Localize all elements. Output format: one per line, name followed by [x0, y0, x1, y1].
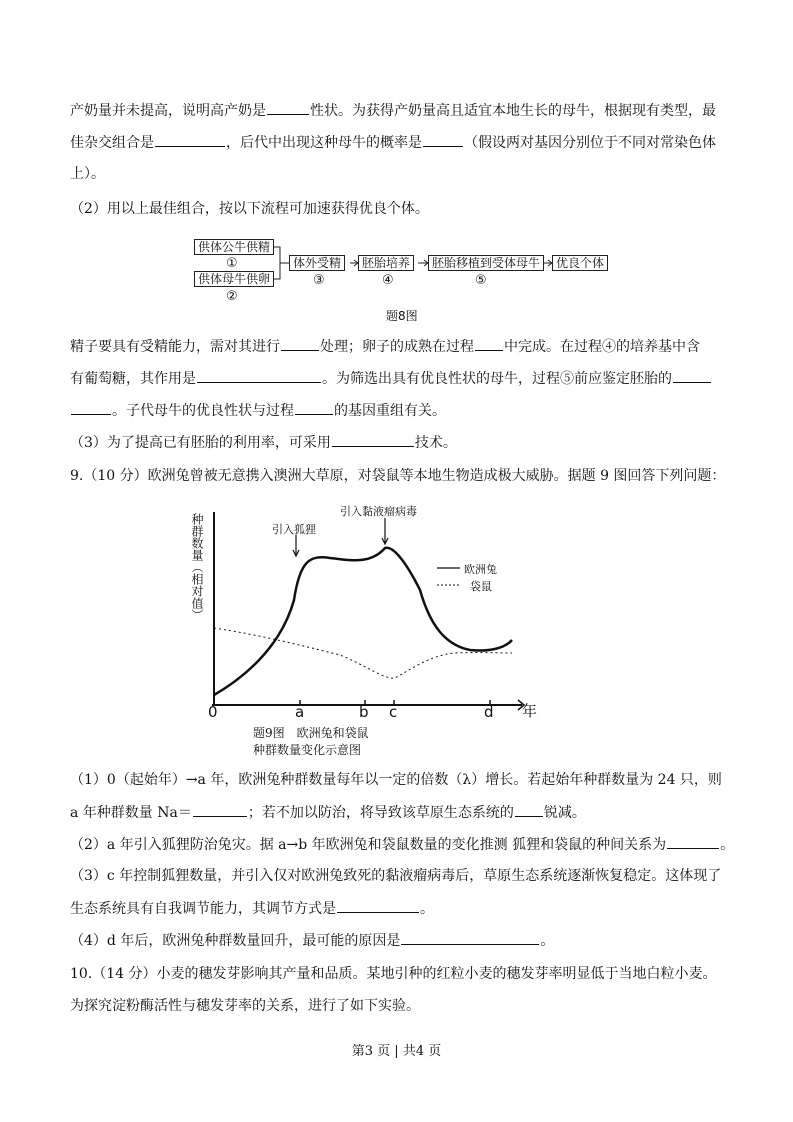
- y-axis-label: 种群数量（相对值）: [190, 513, 204, 621]
- q9-s1-line2: [70, 802, 586, 823]
- flow-num-3: ③: [313, 273, 325, 288]
- text: 佳杂交组合是: [70, 135, 154, 151]
- page-footer: 第3 页 | 共4 页: [351, 1044, 442, 1059]
- text: （2）a 年引入狐狸防治兔灾。据 a→b 年欧洲兔和袋鼠数量的变化推测 狐狸和袋鼠的种间关系为: [70, 837, 667, 853]
- text: （3）为了提高已有胚胎的利用率，可采用: [70, 435, 331, 451]
- q8-para-2: [70, 368, 712, 389]
- blank[interactable]: [332, 432, 414, 447]
- text: （假设两对基因分别位于不同对常染色体: [464, 135, 716, 151]
- text: 精子要具有受精能力，需对其进行: [70, 339, 280, 355]
- flow-num-4: ④: [382, 273, 394, 288]
- blank[interactable]: [193, 802, 247, 817]
- text: 。: [420, 901, 434, 917]
- text: （4）d 年后，欧洲兔种群数量回升，最可能的原因是: [70, 933, 401, 949]
- blank[interactable]: [281, 336, 319, 351]
- q9-s3-line2: [70, 898, 434, 919]
- blank[interactable]: [515, 802, 543, 817]
- blank[interactable]: [423, 132, 463, 147]
- text: 。: [540, 933, 555, 949]
- flow-box-result: 优良个体: [552, 255, 608, 271]
- text: 技术。: [414, 435, 457, 451]
- blank[interactable]: [197, 368, 321, 383]
- series-kangaroo-line: [214, 628, 512, 678]
- chart-caption-1: 题9图 欧洲兔和袋鼠: [253, 726, 369, 740]
- flow-box-egg: 供体母牛供卵: [194, 271, 274, 287]
- text: 生态系统具有自我调节能力，其调节方式是: [70, 901, 336, 917]
- text: 的基因重组有关。: [334, 403, 446, 419]
- q9-s1-line1: （1）0（起始年）→a 年，欧洲兔种群数量每年以一定的倍数（λ）增长。若起始年种群数量为 24 只，则: [70, 772, 722, 788]
- text: 。: [720, 837, 735, 853]
- q10-line1: 10.（14 分）小麦的穗发芽影响其产量和品质。某地引种的红粒小麦的穗发芽率明显低于当地白粒小麦。: [70, 966, 717, 982]
- flow-num-5: ⑤: [475, 273, 487, 288]
- x-tick-0: 0: [208, 703, 218, 721]
- text: 处理；卵子的成熟在过程: [320, 339, 474, 355]
- q8-sub3: [70, 432, 457, 453]
- q9-s4: [70, 930, 554, 951]
- flow-num-2: ②: [226, 289, 238, 304]
- flow-box-culture: 胚胎培养: [358, 255, 414, 271]
- flow-caption: 题8图: [386, 309, 418, 323]
- blank[interactable]: [401, 930, 539, 945]
- x-tick-c: c: [389, 703, 398, 721]
- text: 锐减。: [543, 805, 586, 821]
- annotation-virus: 引入黏液瘤病毒: [340, 505, 417, 518]
- text: 有葡萄糖，其作用是: [70, 371, 196, 387]
- q9-s3-line1: （3）c 年控制狐狸数量，并引入仅对欧洲兔致死的黏液瘤病毒后，草原生态系统逐渐恢复稳定。这体现了: [70, 868, 722, 884]
- flow-box-fertilization: 体外受精: [289, 255, 345, 271]
- flow-num-1: ①: [226, 256, 238, 271]
- blank[interactable]: [673, 368, 711, 383]
- x-tick-d: d: [484, 703, 494, 721]
- chart-caption-2: 种群数量变化示意图: [253, 743, 362, 757]
- blank[interactable]: [667, 834, 719, 849]
- blank[interactable]: [155, 132, 225, 147]
- flow-box-sperm: 供体公牛供精: [194, 239, 274, 255]
- q8-sub2: （2）用以上最佳组合，按以下流程可加速获得优良个体。: [70, 201, 429, 217]
- blank[interactable]: [475, 336, 503, 351]
- text: a 年种群数量 Na＝: [70, 805, 192, 821]
- blank[interactable]: [337, 898, 419, 913]
- text: 。为筛选出具有优良性状的母牛，过程⑤前应鉴定胚胎的: [322, 371, 672, 387]
- x-tick-b: b: [359, 703, 369, 721]
- blank[interactable]: [295, 400, 333, 415]
- q8-line-1: [70, 100, 716, 121]
- x-tick-a: a: [295, 703, 305, 721]
- text: 中完成。在过程④的培养基中含: [504, 339, 700, 355]
- flow-box-transfer: 胚胎移植到受体母牛: [428, 255, 544, 271]
- text: 。子代母牛的优良性状与过程: [112, 403, 294, 419]
- q9-s2: [70, 834, 734, 855]
- text: ；若不加以防治，将导致该草原生态系统的: [247, 805, 514, 821]
- blank[interactable]: [71, 400, 111, 415]
- text: ，后代中出现这种母牛的概率是: [226, 135, 422, 151]
- q10-line2: 为探究淀粉酶活性与穗发芽率的关系，进行了如下实验。: [70, 998, 420, 1014]
- q8-para-1: [70, 336, 700, 357]
- annotation-fox: 引入狐狸: [272, 523, 316, 536]
- text: 性状。为获得产奶量高且适宜本地生长的母牛，根据现有类型，最: [310, 103, 716, 119]
- q8-para-3: [70, 400, 446, 421]
- x-axis-label: 年: [522, 702, 538, 720]
- series-rabbit-line: [214, 548, 512, 695]
- legend-kangaroo: 袋鼠: [470, 580, 492, 593]
- blank[interactable]: [267, 100, 309, 115]
- q8-line-2: [70, 132, 716, 153]
- q9-stem: 9.（10 分）欧洲兔曾被无意携入澳洲大草原，对袋鼠等本地生物造成极大威胁。据题 9 图回答下列问题：: [70, 468, 726, 484]
- legend-rabbit: 欧洲兔: [464, 563, 497, 576]
- text: 产奶量并未提高，说明高产奶是: [70, 103, 266, 119]
- q8-line-3: 上）。: [70, 166, 105, 182]
